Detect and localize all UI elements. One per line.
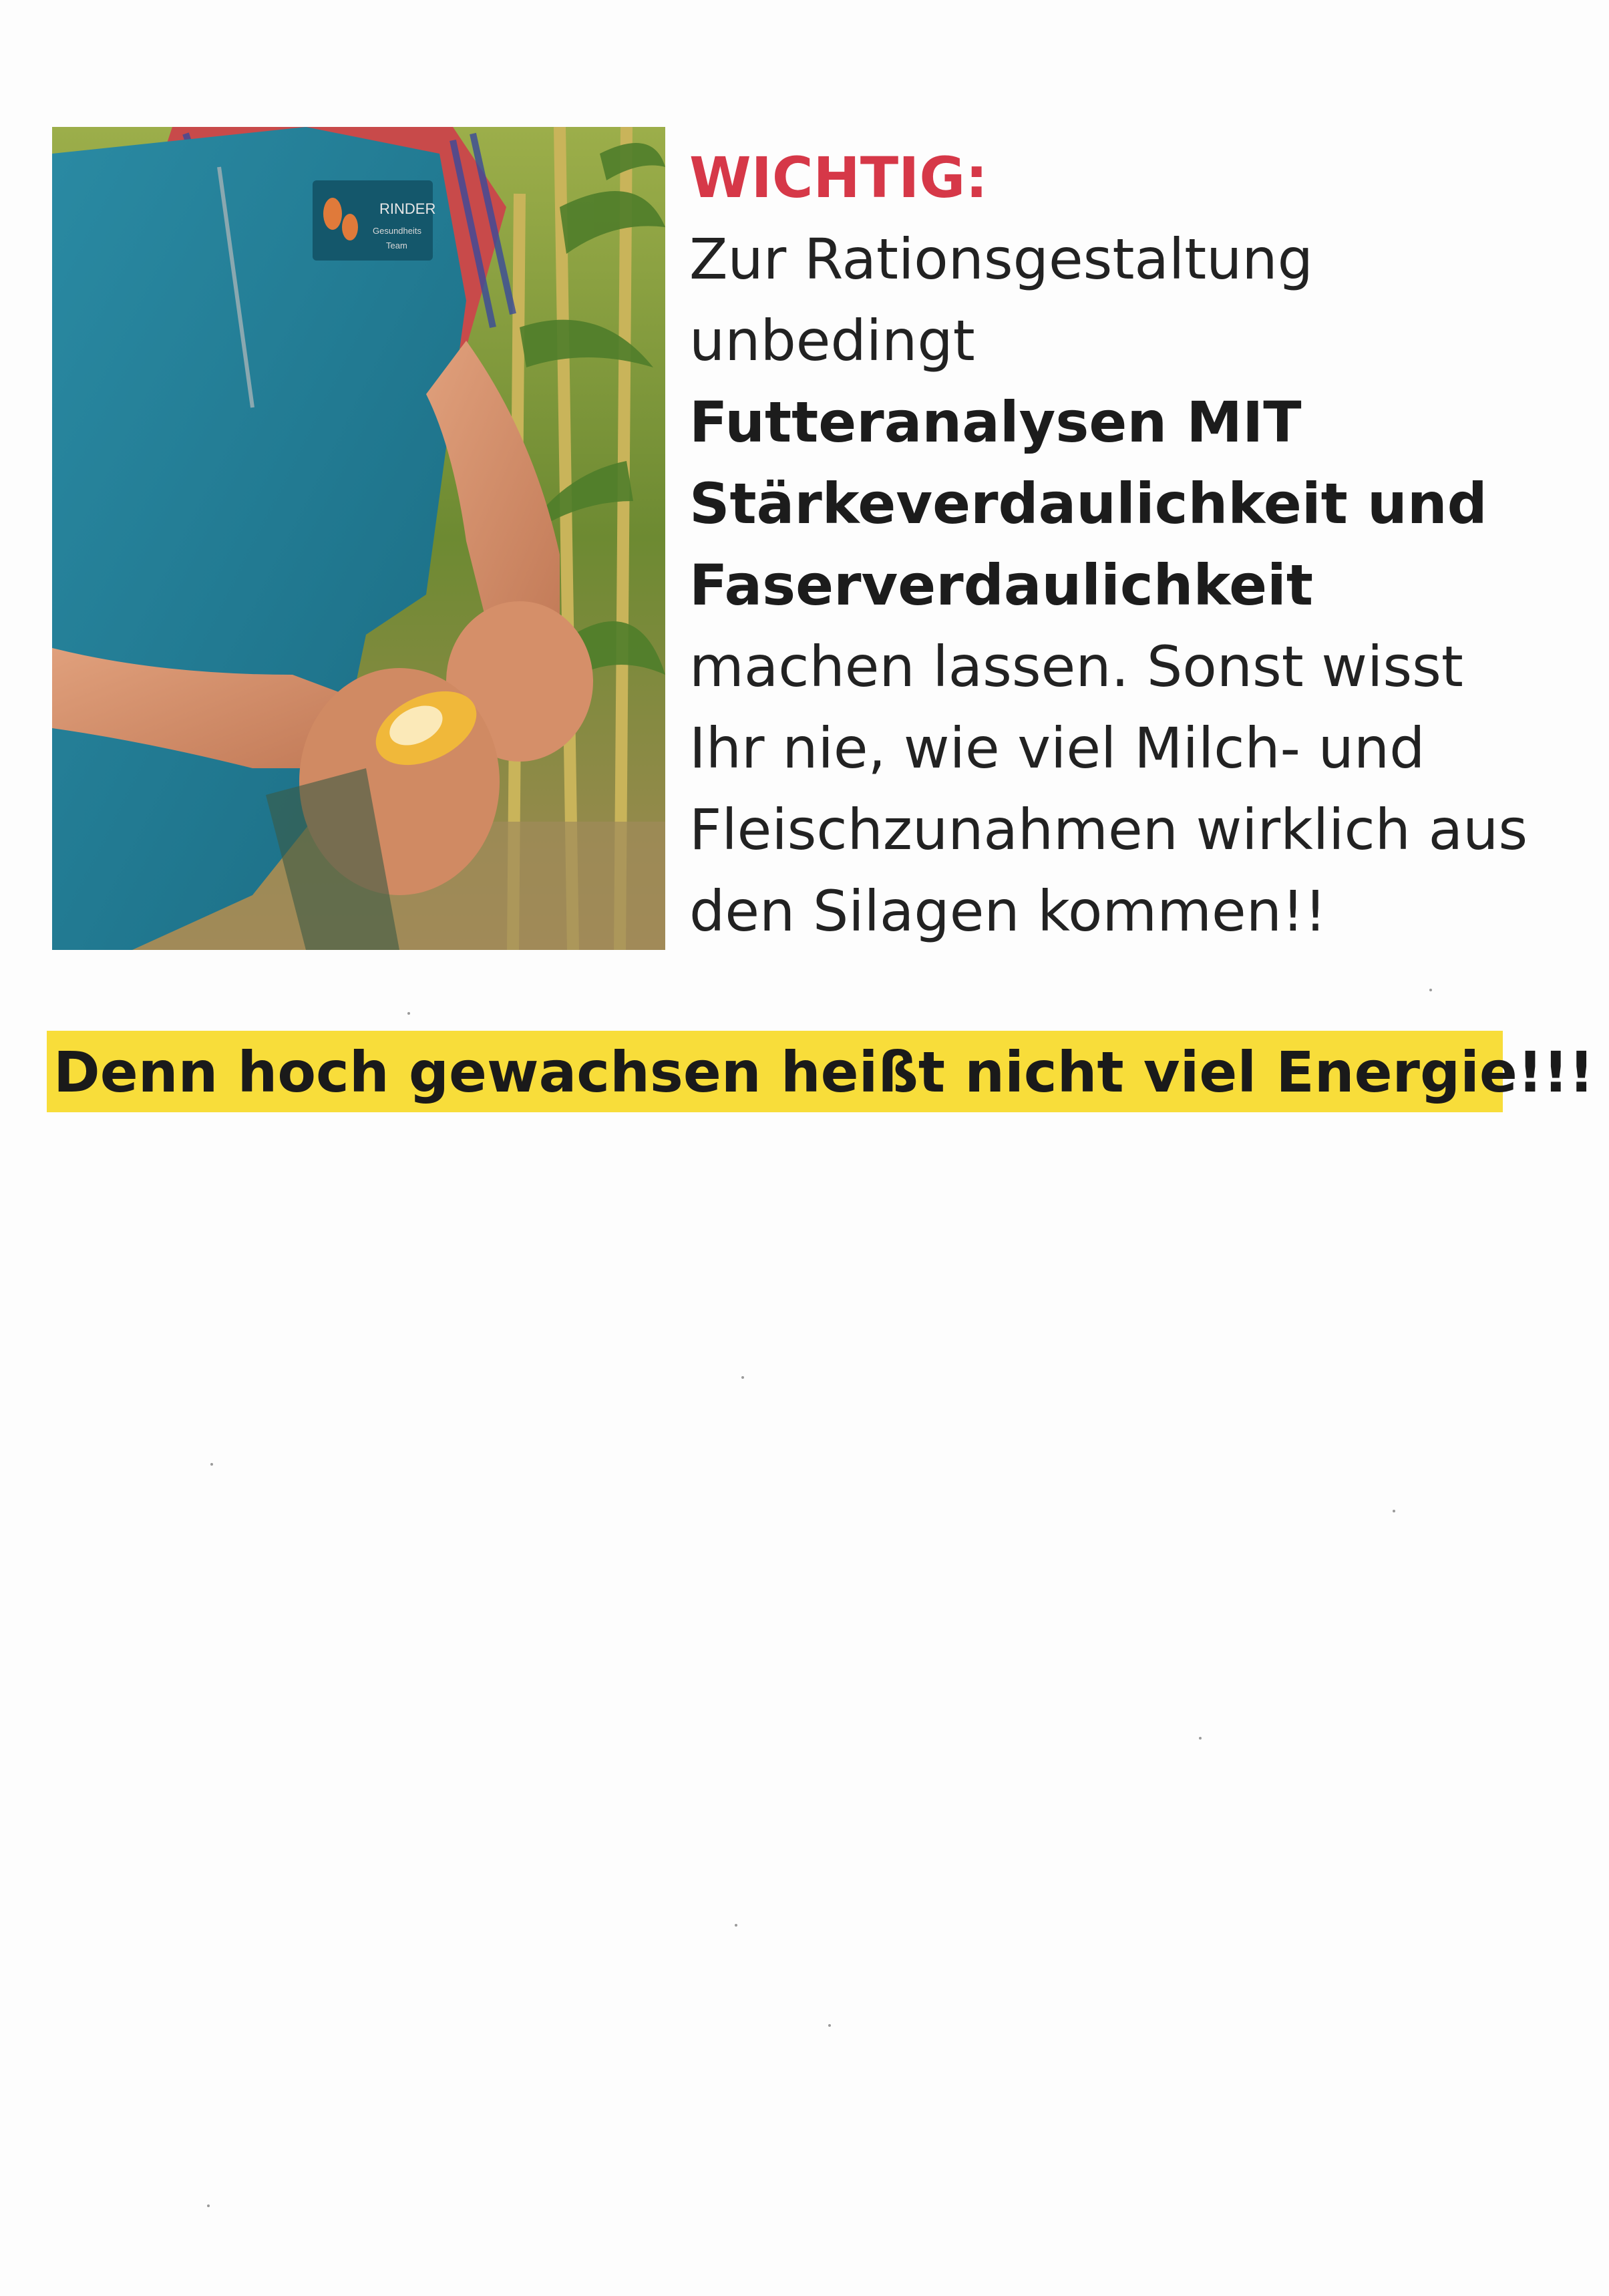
text-line: Fleischzunahmen wirklich aus [689,797,1528,862]
scan-speck [828,2024,831,2027]
bold-text-line: Stärkeverdaulichkeit und [689,471,1487,536]
text-line: unbedingt [689,308,975,373]
banner-text: Denn hoch gewachsen heißt nicht viel Energie!!! [53,1039,1594,1105]
svg-text:Team: Team [386,240,407,251]
svg-text:Gesundheits: Gesundheits [373,226,421,236]
scan-speck [1393,1510,1395,1512]
scan-speck [207,2204,210,2207]
scan-speck [407,1012,410,1015]
scan-speck [210,1463,213,1466]
scan-speck [735,1924,737,1927]
scan-speck [741,1376,744,1379]
corn-field-photo [52,127,665,950]
svg-text:RINDER: RINDER [379,200,436,217]
text-line: machen lassen. Sonst wisst [689,634,1463,699]
bold-text-line: Faserverdaulichkeit [689,552,1314,618]
text-line: Zur Rationsgestaltung [689,226,1313,292]
text-line: Ihr nie, wie viel Milch- und [689,715,1425,781]
scan-speck [1429,989,1432,991]
info-text-block [689,137,1558,952]
highlight-banner [47,1031,1594,1112]
bold-text-line: Futteranalysen MIT [689,389,1302,455]
text-line: den Silagen kommen!! [689,878,1327,944]
scan-speck [1199,1737,1202,1740]
heading-wichtig: WICHTIG: [689,145,988,210]
